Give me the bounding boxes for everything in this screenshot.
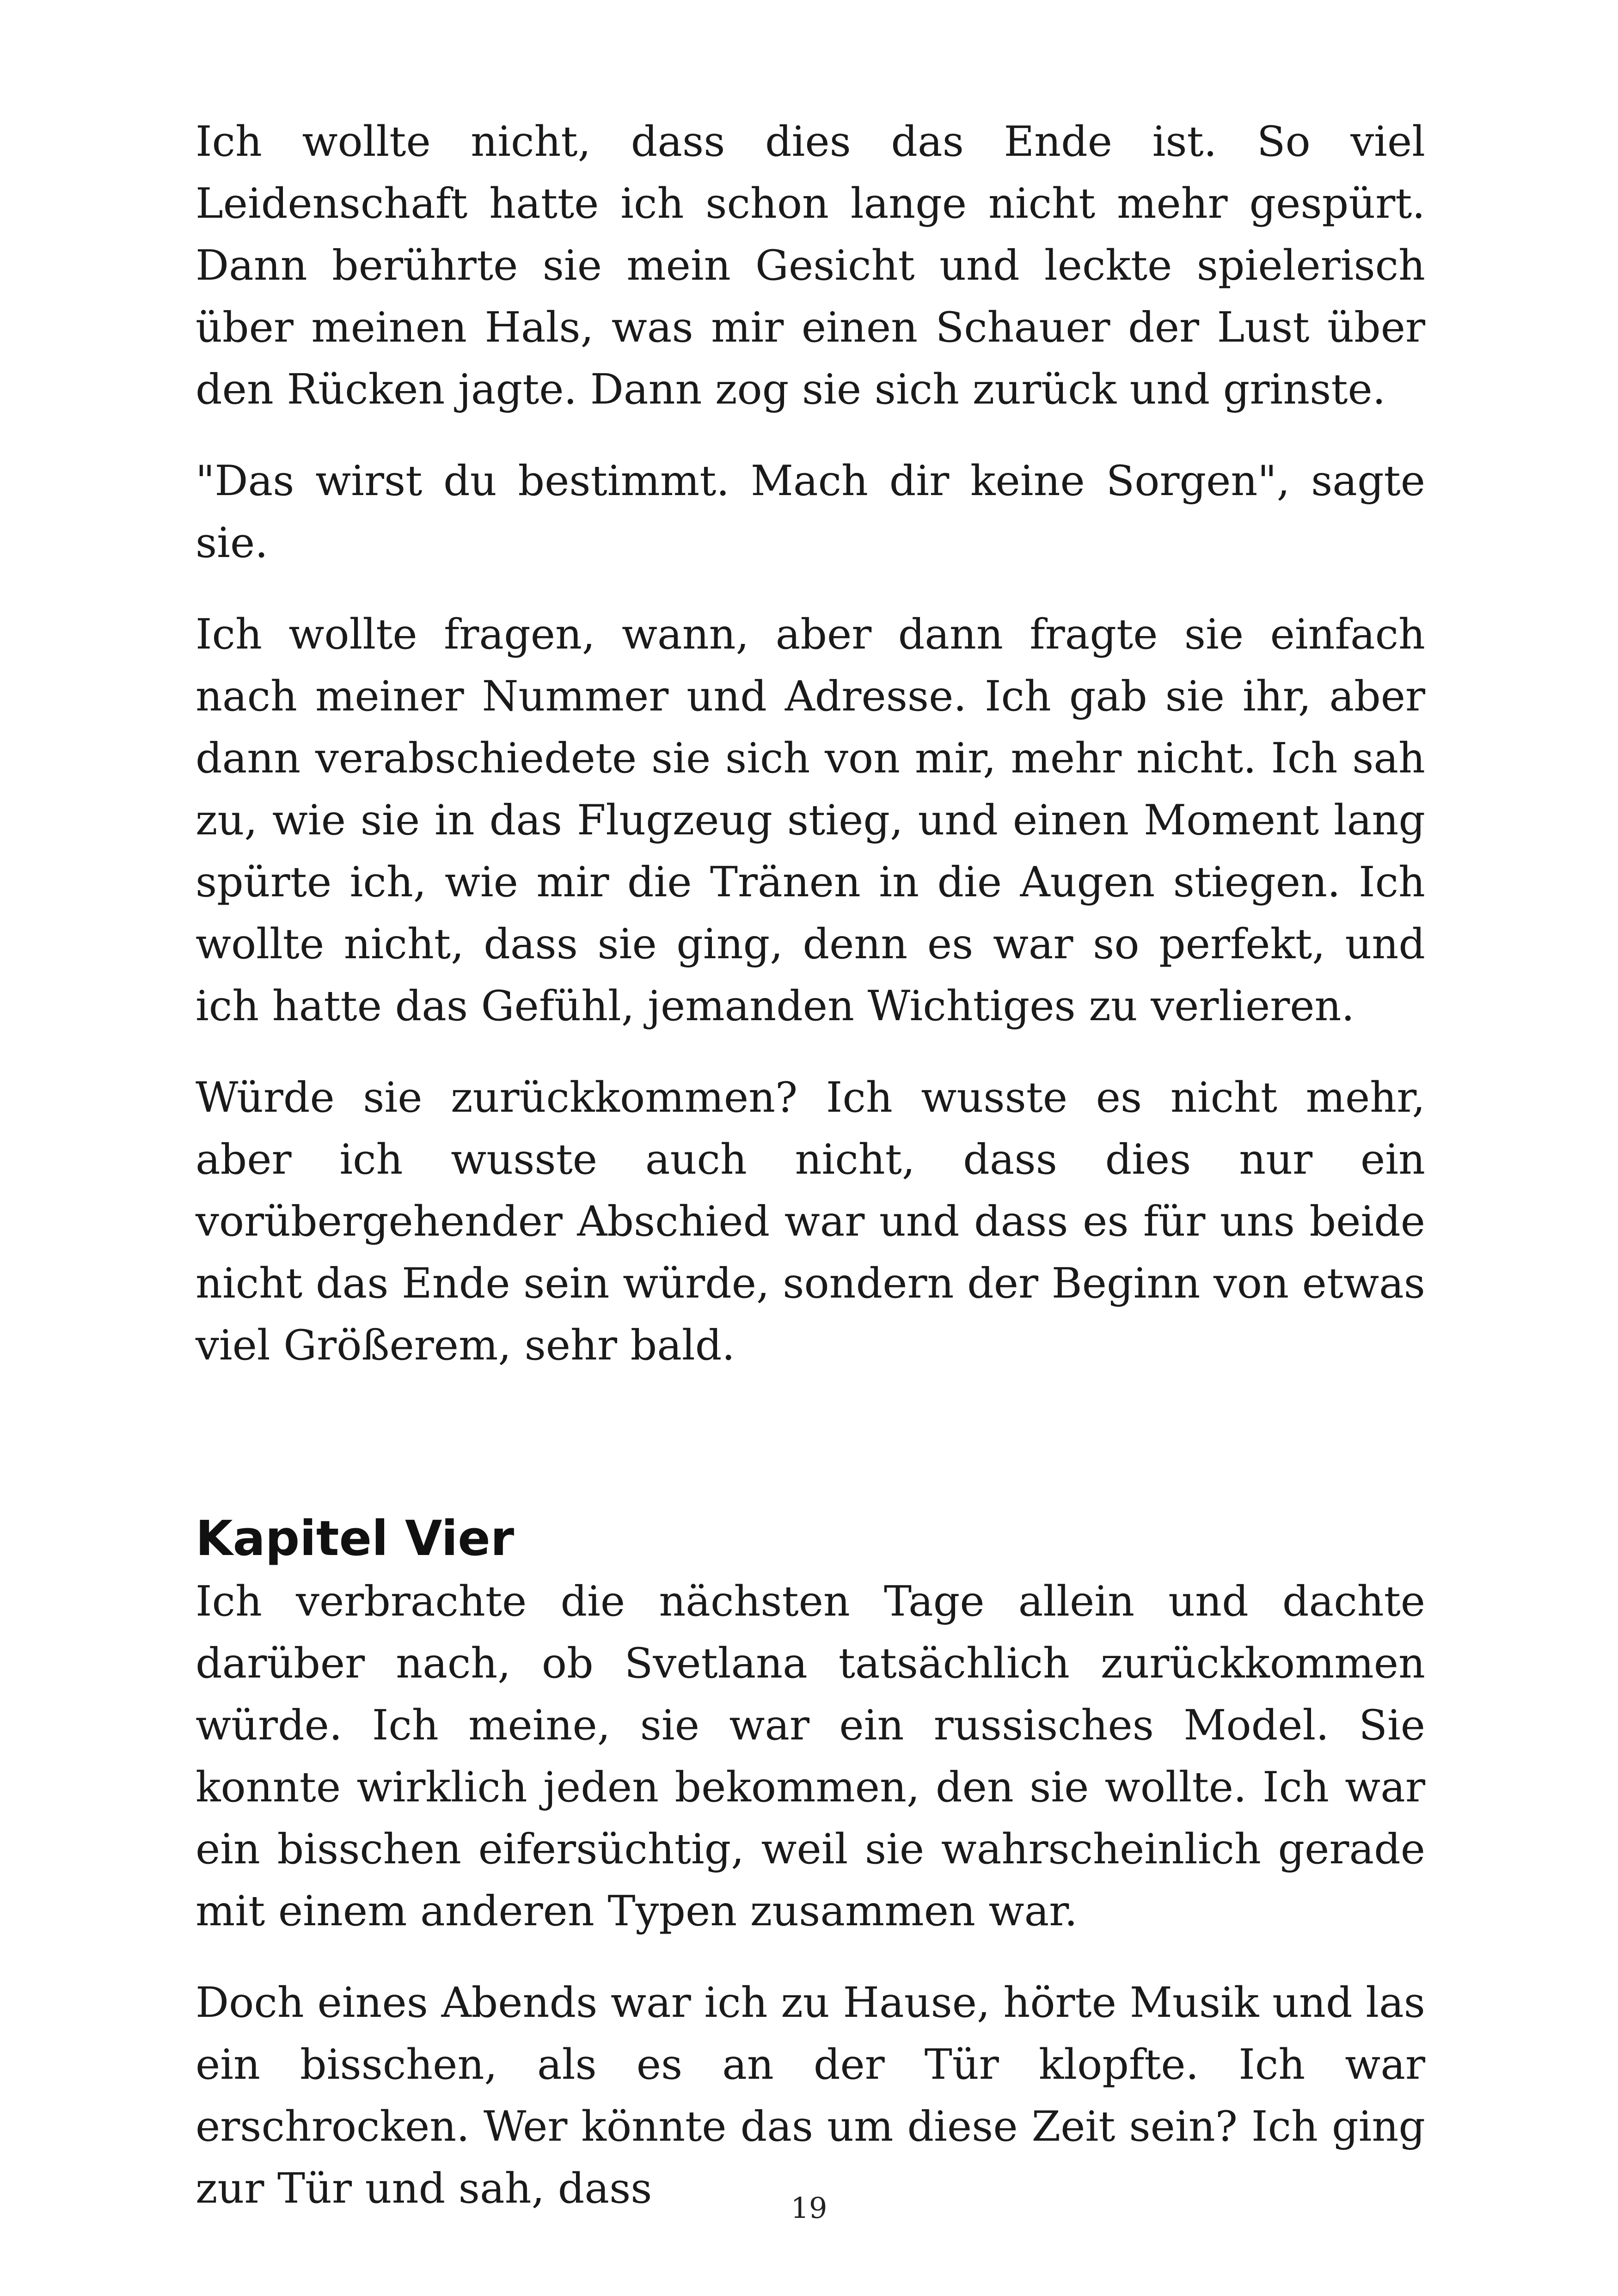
paragraph: Ich verbrachte die nächsten Tage allein und dachte darüber nach, ob Svetlana tatsächlich zurückkommen würde. Ich meine, sie war ein russisches Model. Sie konnte wirklich jeden bekommen, den sie wollte. Ich war ein bisschen eifersüchtig, weil sie wahrscheinlich gerade mit einem anderen Typen zusammen war.: [196, 1577, 1425, 1935]
paragraph: "Das wirst du bestimmt. Mach dir keine Sorgen", sagte sie.: [196, 457, 1425, 567]
paragraph: Würde sie zurückkommen? Ich wusste es nicht mehr, aber ich wusste auch nicht, dass dies nur ein vorübergehender Abschied war und dass es für uns beide nicht das Ende sein würde, sondern der Beginn von etwas viel Größerem, sehr bald.: [196, 1073, 1425, 1370]
page-number: 19: [791, 2191, 827, 2225]
paragraph: Doch eines Abends war ich zu Hause, hörte Musik und las ein bisschen, als es an der Tür klopfte. Ich war erschrocken. Wer könnte das um diese Zeit sein? Ich ging zur Tür und sah, dass: [196, 1978, 1425, 2213]
page-text-block: [196, 111, 1425, 2220]
chapter-heading: Kapitel Vier: [196, 1510, 515, 1567]
paragraph: Ich wollte nicht, dass dies das Ende ist. So viel Leidenschaft hatte ich schon lange nicht mehr gespürt. Dann berührte sie mein Gesicht und leckte spielerisch über meinen Hals, was mir einen Schauer der Lust über den Rücken jagte. Dann zog sie sich zurück und grinste.: [196, 117, 1425, 414]
paragraph: Ich wollte fragen, wann, aber dann fragte sie einfach nach meiner Nummer und Adresse. Ich gab sie ihr, aber dann verabschiedete sie sich von mir, mehr nicht. Ich sah zu, wie sie in das Flugzeug stieg, und einen Moment lang spürte ich, wie mir die Tränen in die Augen stiegen. Ich wollte nicht, dass sie ging, denn es war so perfekt, und ich hatte das Gefühl, jemanden Wichtiges zu verlieren.: [196, 610, 1425, 1030]
